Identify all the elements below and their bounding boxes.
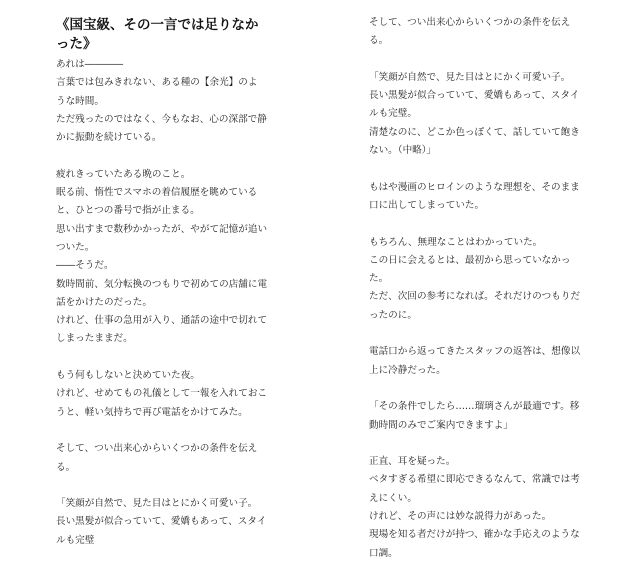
text-line: 正直、耳を疑った。 (369, 456, 456, 468)
text-line: る。 (56, 461, 76, 473)
left-body-text (56, 56, 268, 550)
text-line: 疲れきっていたある晩のこと。 (56, 168, 191, 180)
text-line: 口に出してしまっていた。 (369, 199, 485, 211)
text-line: る。 (369, 35, 389, 47)
text-line: えにくい。 (369, 492, 417, 504)
text-line: 動時間のみでご案内できますよ」 (369, 419, 513, 431)
paragraph-gap (369, 435, 581, 453)
paragraph-gap (56, 477, 260, 495)
text-line: けれど、仕事の急用が入り、通話の途中で切れて (56, 315, 268, 327)
right-body-text (369, 14, 581, 563)
paragraph-gap (369, 325, 581, 343)
right-page (356, 0, 640, 559)
text-line: 思い出すまで数秒かかったが、やがて記憶が追い (56, 223, 268, 235)
paragraph-gap (56, 349, 260, 367)
text-line: 言葉では包みきれない、ある種の【余光】のよ (56, 77, 258, 89)
text-line: 「その条件でしたら……瑠璃さんが最適です。移 (369, 401, 580, 413)
text-line: もちろん、無理なことはわかっていた。 (369, 236, 543, 248)
text-line: ついた。 (56, 241, 95, 253)
left-page (0, 0, 268, 546)
text-line: ベタすぎる希望に即応できるなんて、常識では考 (369, 474, 580, 486)
paragraph-gap (369, 51, 581, 69)
paragraph-gap (369, 160, 581, 178)
text-line: あれは―――― (56, 59, 124, 70)
text-line: もう何もしないと決めていた夜。 (56, 370, 200, 382)
text-line: この日に会えるとは、最初から思っていなかっ (369, 254, 571, 266)
text-line: けれど、せめてもの礼儀として一報を入れておこ (56, 388, 268, 400)
text-line: もはや漫画のヒロインのような理想を、そのまま (369, 181, 580, 193)
page-title: 《国宝級、その一言では足りなかった》 (56, 17, 259, 52)
text-line: 清楚なのに、どこか色っぽくて、話していて飽き (369, 126, 580, 138)
text-line: と、ひとつの番号で指が止まる。 (56, 205, 200, 217)
text-line: 長い黒髪が似合っていて、愛嬌もあって、スタイ (369, 90, 580, 102)
paragraph-gap (56, 422, 260, 440)
text-line: 話をかけたのだった。 (56, 296, 152, 308)
text-line: しまったままだ。 (56, 333, 133, 345)
text-line: ルも完璧 (56, 534, 95, 546)
text-line: うな時間。 (56, 95, 104, 107)
text-line: そして、つい出来心からいくつかの条件を伝え (56, 443, 258, 455)
text-line: た。 (369, 273, 389, 285)
text-line: かに振動を続けている。 (56, 132, 162, 144)
text-line: ただ残ったのではなく、今もなお、心の深部で静 (56, 113, 267, 125)
text-line: ったのに。 (369, 309, 417, 321)
text-line: ただ、次回の参考になれば。それだけのつもりだ (369, 291, 581, 303)
text-line: 数時間前、気分転換のつもりで初めての店舗に電 (56, 278, 268, 290)
text-line: 上に冷静だった。 (369, 364, 446, 376)
text-line: 電話口から返ってきたスタッフの返答は、想像以 (369, 346, 581, 358)
text-line: ない。（中略）」 (369, 145, 437, 157)
text-line: ――そうだ。 (56, 260, 114, 272)
paragraph-gap (369, 380, 581, 398)
text-line: 現場を知る者だけが持つ、確かな手応えのような (369, 529, 580, 541)
text-line: 「笑顔が自然で、見た目はとにかく可愛い子。 (369, 71, 571, 83)
paragraph-gap (369, 215, 581, 233)
text-line: 「笑顔が自然で、見た目はとにかく可愛い子。 (56, 498, 258, 510)
text-line: けれど、その声には妙な説得力があった。 (369, 511, 552, 523)
text-line: 長い黒髪が似合っていて、愛嬌もあって、スタイ (56, 516, 267, 528)
text-line: ルも完璧。 (369, 108, 417, 120)
paragraph-gap (56, 147, 260, 165)
text-line: 眠る前、惰性でスマホの着信履歴を眺めている (56, 187, 258, 199)
text-line: うと、軽い気持ちで再び電話をかけてみた。 (56, 406, 248, 418)
text-line: 口調。 (369, 547, 398, 559)
text-line: そして、つい出来心からいくつかの条件を伝え (369, 17, 571, 28)
